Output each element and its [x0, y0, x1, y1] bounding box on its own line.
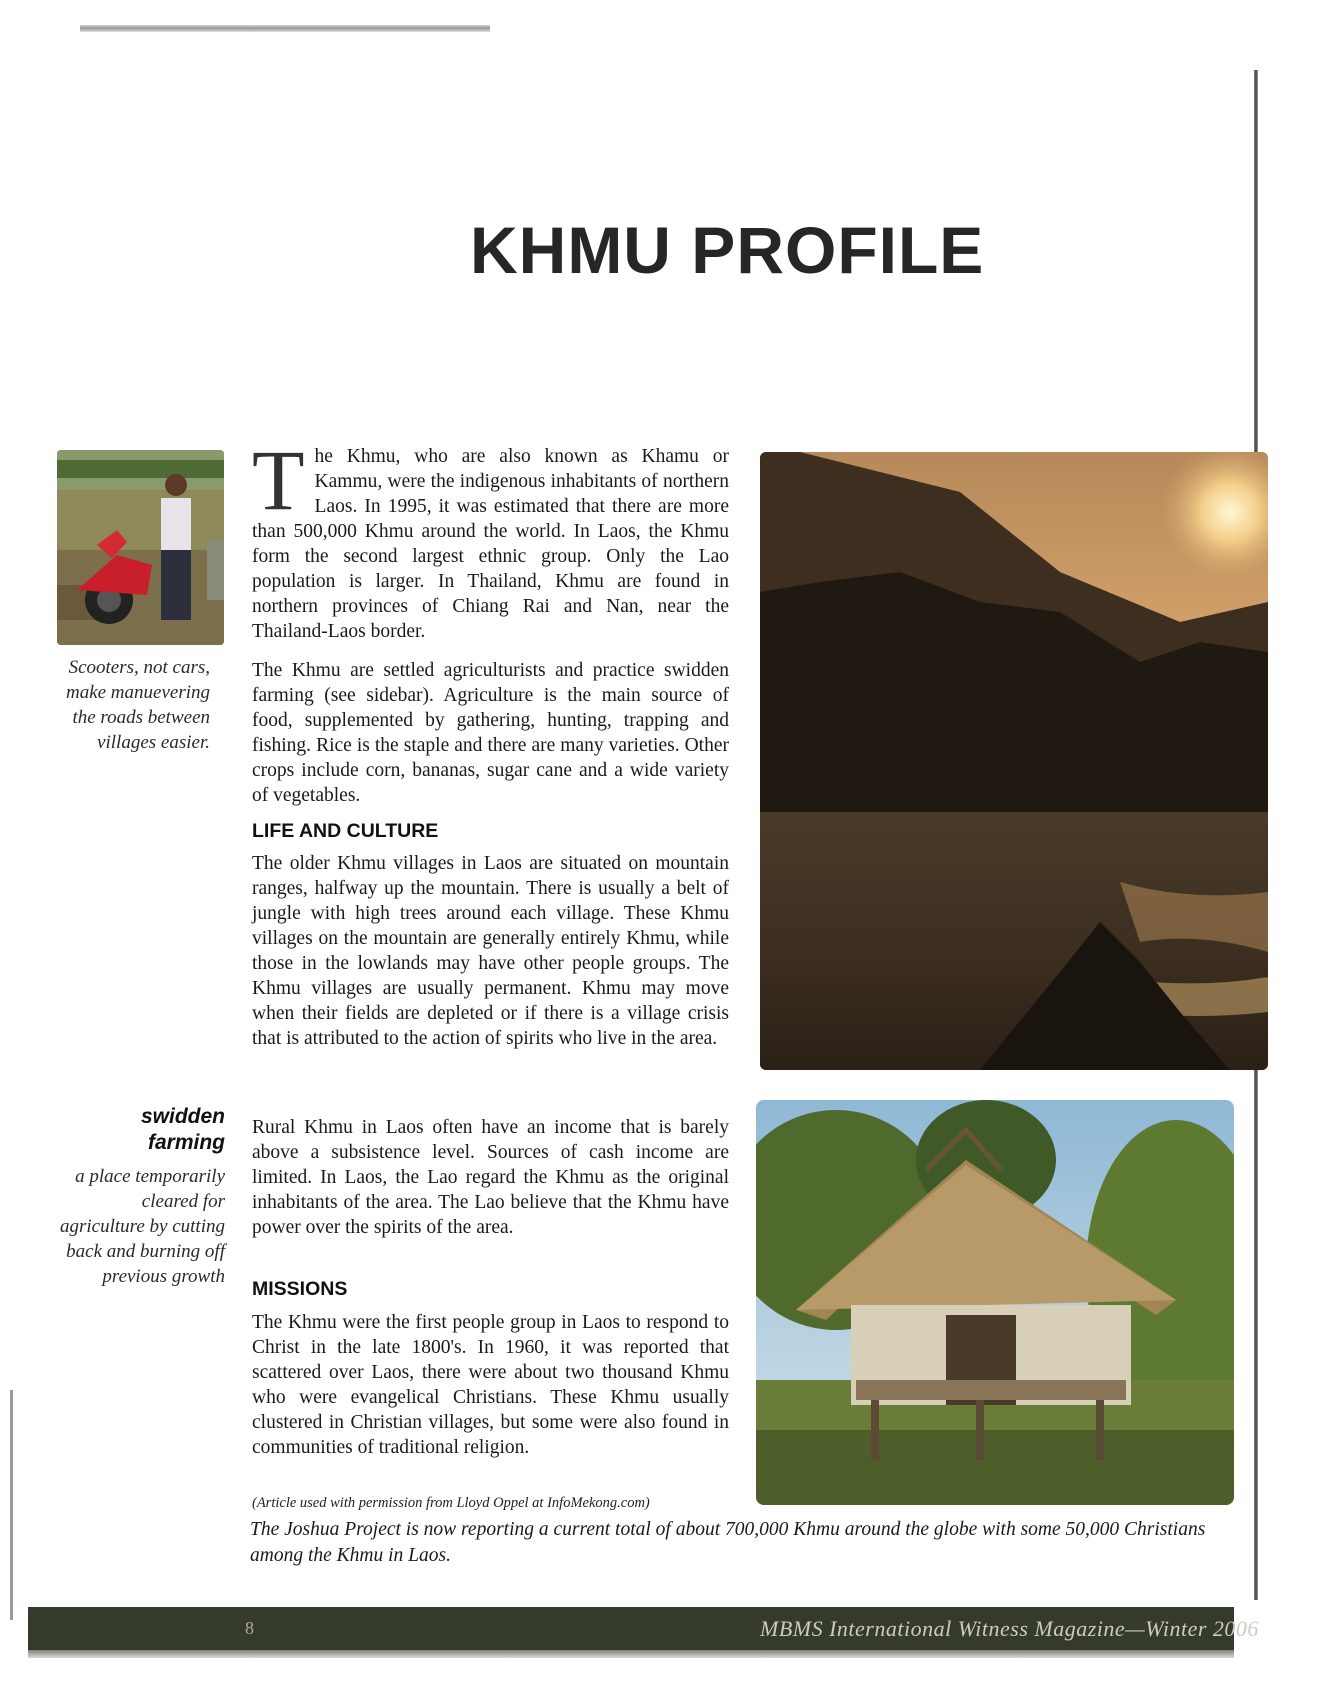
- photo-caption: Scooters, not cars, make manuevering the roads between villages easier.: [65, 657, 210, 753]
- article-paragraph-agriculture: [252, 658, 729, 808]
- article-credit: (Article used with permission from Lloyd Oppel at InfoMekong.com): [252, 1495, 650, 1511]
- sunset-river-photo: [760, 452, 1268, 1070]
- page-left-edge: [10, 1390, 13, 1620]
- footer-shadow: [28, 1650, 1234, 1658]
- paragraph-text: Rural Khmu in Laos often have an income that is barely above a subsistence level. Sources of cash income are limited. In Laos, the Lao regard the Khmu as the original inhabitants of the area. The Lao believe that the Khmu have power over the spirits of the area.: [252, 1117, 729, 1238]
- thatched-hut-photo: [756, 1100, 1234, 1505]
- sidebar-definition-text: a place temporarily cleared for agriculture by cutting back and burning off previous growth: [60, 1166, 225, 1287]
- sidebar-definition: [60, 1104, 225, 1289]
- page-title: KHMU PROFILE: [470, 213, 985, 287]
- scooter-photo: [57, 450, 224, 645]
- magazine-title: MBMS International Witness Magazine—Winter 2006: [760, 1616, 1259, 1641]
- heading-life-and-culture: LIFE AND CULTURE: [252, 820, 439, 842]
- sidebar-term: swidden farming: [140, 1105, 225, 1154]
- joshua-project-footnote: The Joshua Project is now reporting a current total of about 700,000 Khmu around the globe with some 50,000 Christians among the Khmu in Laos.: [250, 1519, 1206, 1566]
- drop-cap: T: [252, 432, 305, 528]
- scan-top-rule: [80, 25, 490, 32]
- article-paragraph-missions: [252, 1310, 729, 1460]
- article-paragraph-intro: [252, 432, 729, 644]
- paragraph-text: The Khmu are settled agriculturists and practice swidden farming (see sidebar). Agriculture is the main source of food, supplemented by gathering, hunting, trapping and fishing. Rice is the staple and there are many varieties. Other crops include corn, bananas, sugar cane and a wide variety of vegetables.: [252, 660, 729, 806]
- heading-missions: MISSIONS: [252, 1278, 348, 1300]
- paragraph-text: The Khmu were the first people group in Laos to respond to Christ in the late 1800's. In 1960, it was reported that scattered over Laos, there were about two thousand Khmu who were evangelical Christians. These Khmu usually clustered in Christian villages, but some were also found in communities of traditional religion.: [252, 1312, 729, 1458]
- page-number: 8: [245, 1618, 254, 1638]
- intro-text: he Khmu, who are also known as Khamu or Kammu, were the indigenous inhabitants of northern Laos. In 1995, it was estimated that there are more than 500,000 Khmu around the world. In Laos, the Khmu form the second largest ethnic group. Only the Lao population is larger. In Thailand, Khmu are found in northern provinces of Chiang Rai and Nan, near the Thailand-Laos border.: [252, 446, 729, 642]
- paragraph-text: The older Khmu villages in Laos are situated on mountain ranges, halfway up the mountain. There is usually a belt of jungle with high trees around each village. These Khmu villages on the mountain are generally entirely Khmu, while those in the lowlands may have other people groups. The Khmu villages are usually permanent. Khmu may move when their fields are depleted or if there is a village crisis that is attributed to the action of spirits who live in the area.: [252, 853, 729, 1049]
- article-paragraph-villages: [252, 851, 729, 1051]
- article-paragraph-income: [252, 1115, 729, 1240]
